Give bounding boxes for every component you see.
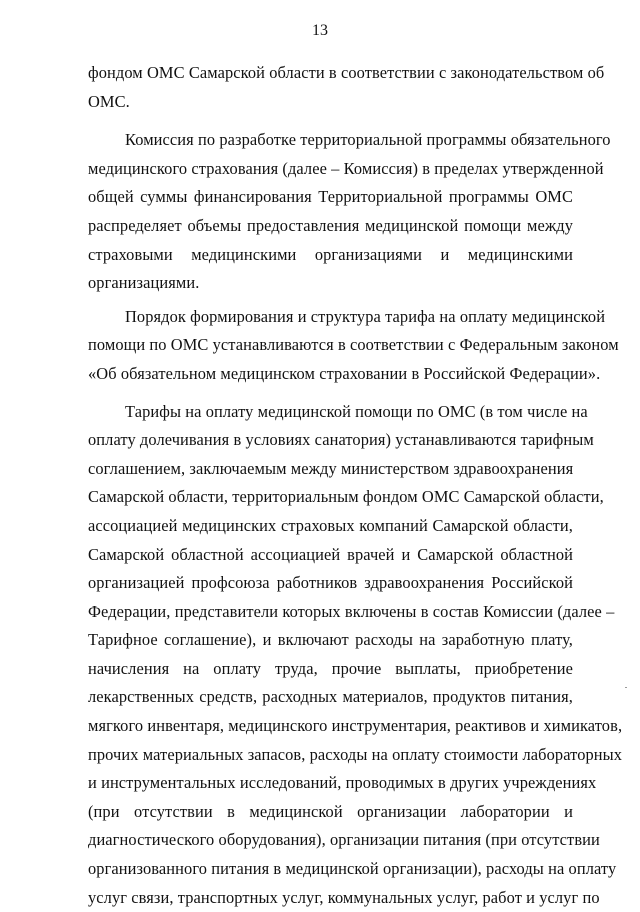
text-line: Федерации, представители которых включены в состав Комиссии (далее – — [88, 601, 615, 621]
text-line: организациями. — [88, 273, 200, 293]
text-line: медицинского страхования (далее – Комиссия) в пределах утвержденной — [88, 158, 604, 178]
page-number: 13 — [312, 22, 328, 39]
text-line: оплату долечивания в условиях санатория) устанавливаются тарифным — [88, 430, 594, 450]
text-line: Тарифы на оплату медицинской помощи по ОМС (в том числе на — [125, 401, 588, 421]
text-line: Самарской области, территориальным фондом ОМС Самарской области, — [88, 487, 604, 507]
document-body — [88, 59, 623, 912]
text-line: фондом ОМС Самарской области в соответствии с законодательством об — [88, 63, 605, 82]
text-line: ассоциацией медицинских страховых компаний Самарской области, — [88, 515, 573, 535]
text-line: Порядок формирования и структура тарифа на оплату медицинской — [125, 306, 606, 326]
text-line: организацией профсоюза работников здравоохранения Российской — [88, 573, 573, 593]
text-line: помощи по ОМС устанавливаются в соответствии с Федеральным законом — [88, 335, 619, 355]
text-line: услуг связи, транспортных услуг, коммунальных услуг, работ и услуг по — [88, 887, 600, 907]
text-line: Самарской областной ассоциацией врачей и Самарской областной — [88, 544, 573, 564]
text-line: Комиссия по разработке территориальной программы обязательного — [125, 130, 611, 150]
scan-speck — [625, 687, 627, 688]
text-line: мягкого инвентаря, медицинского инструментария, реактивов и химикатов, — [88, 716, 623, 736]
text-line: организованного питания в медицинской организации), расходы на оплату — [88, 859, 617, 879]
text-line: ОМС. — [88, 91, 130, 111]
text-line: общей суммы финансирования Территориальной программы ОМС — [88, 187, 573, 207]
text-line: Тарифное соглашение), и включают расходы на заработную плату, — [88, 630, 573, 650]
text-line: (при отсутствии в медицинской организации лаборатории и — [88, 801, 573, 821]
text-line: начисления на оплату труда, прочие выплаты, приобретение — [88, 658, 573, 678]
text-line: страховыми медицинскими организациями и медицинскими — [88, 244, 573, 264]
text-line: распределяет объемы предоставления медицинской помощи между — [88, 215, 573, 235]
text-line: соглашением, заключаемым между министерством здравоохранения — [88, 458, 574, 478]
text-line: диагностического оборудования), организации питания (при отсутствии — [88, 830, 600, 850]
text-line: прочих материальных запасов, расходы на оплату стоимости лабораторных — [88, 744, 623, 764]
text-line: «Об обязательном медицинском страховании в Российской Федерации». — [88, 363, 601, 383]
text-line: и инструментальных исследований, проводимых в других учреждениях — [88, 773, 597, 793]
text-line: лекарственных средств, расходных материалов, продуктов питания, — [88, 687, 573, 707]
